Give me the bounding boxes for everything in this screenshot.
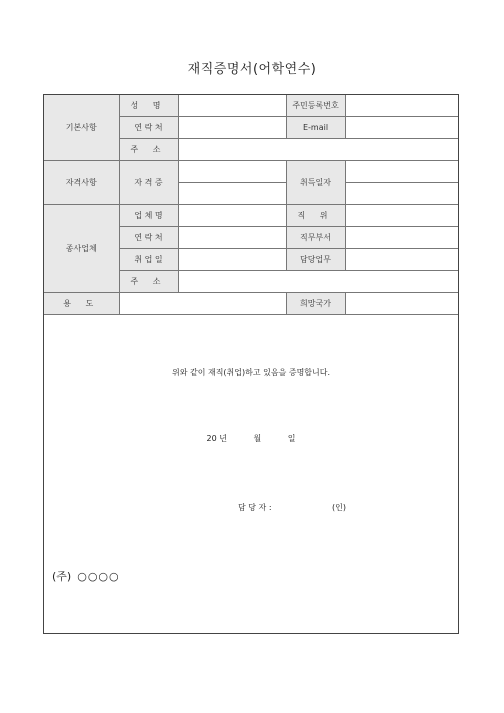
employer-address-field[interactable]	[178, 271, 458, 293]
employer-section-header: 종사업체	[44, 205, 119, 293]
date-day: 일	[287, 434, 296, 443]
cert-field-2[interactable]	[178, 183, 286, 205]
employer-contact-field[interactable]	[178, 227, 286, 249]
info-table	[44, 95, 458, 315]
company-signature	[52, 568, 120, 584]
contact-label: 연 락 처	[119, 117, 178, 139]
cert-date-field-2[interactable]	[345, 183, 458, 205]
dept-field[interactable]	[345, 227, 458, 249]
employer-contact-label: 연 락 처	[119, 227, 178, 249]
cert-date-label: 취득일자	[286, 161, 345, 205]
cert-date-field-1[interactable]	[345, 161, 458, 183]
cert-label: 자 격 증	[119, 161, 178, 205]
duty-field[interactable]	[345, 249, 458, 271]
date-month: 월	[253, 434, 262, 443]
address-field[interactable]	[178, 139, 458, 161]
hire-date-field[interactable]	[178, 249, 286, 271]
seal-mark: (인)	[332, 503, 346, 512]
email-field[interactable]	[345, 117, 458, 139]
name-field[interactable]	[178, 95, 286, 117]
company-name: ○○○○	[77, 570, 120, 583]
certification-body	[44, 315, 458, 631]
cert-field-1[interactable]	[178, 161, 286, 183]
dept-label: 직무부서	[286, 227, 345, 249]
company-prefix: (주)	[52, 570, 72, 583]
document-title: 재직증명서(어학연수)	[187, 62, 317, 77]
rrn-field[interactable]	[345, 95, 458, 117]
country-label: 희망국가	[286, 293, 345, 315]
rrn-label: 주민등록번호	[286, 95, 345, 117]
name-label: 성 명	[119, 95, 178, 117]
person-in-charge-label: 담 당 자 :	[238, 503, 272, 512]
position-label: 직 위	[286, 205, 345, 227]
position-field[interactable]	[345, 205, 458, 227]
email-label: E-mail	[286, 117, 345, 139]
company-label: 업 체 명	[119, 205, 178, 227]
address-label: 주 소	[119, 139, 178, 161]
duty-label: 담당업무	[286, 249, 345, 271]
basic-section-header: 기본사항	[44, 95, 119, 161]
certificate-form	[43, 94, 459, 634]
contact-field[interactable]	[178, 117, 286, 139]
company-field[interactable]	[178, 205, 286, 227]
purpose-field[interactable]	[119, 293, 286, 315]
employer-address-label: 주 소	[119, 271, 178, 293]
country-field[interactable]	[345, 293, 458, 315]
qualification-section-header: 자격사항	[44, 161, 119, 205]
certification-statement: 위와 같이 재직(취업)하고 있음을 증명합니다.	[171, 368, 331, 377]
hire-date-label: 취 업 일	[119, 249, 178, 271]
issue-date	[44, 433, 458, 444]
purpose-label: 용 도	[44, 293, 119, 315]
date-year: 20 년	[206, 434, 227, 443]
